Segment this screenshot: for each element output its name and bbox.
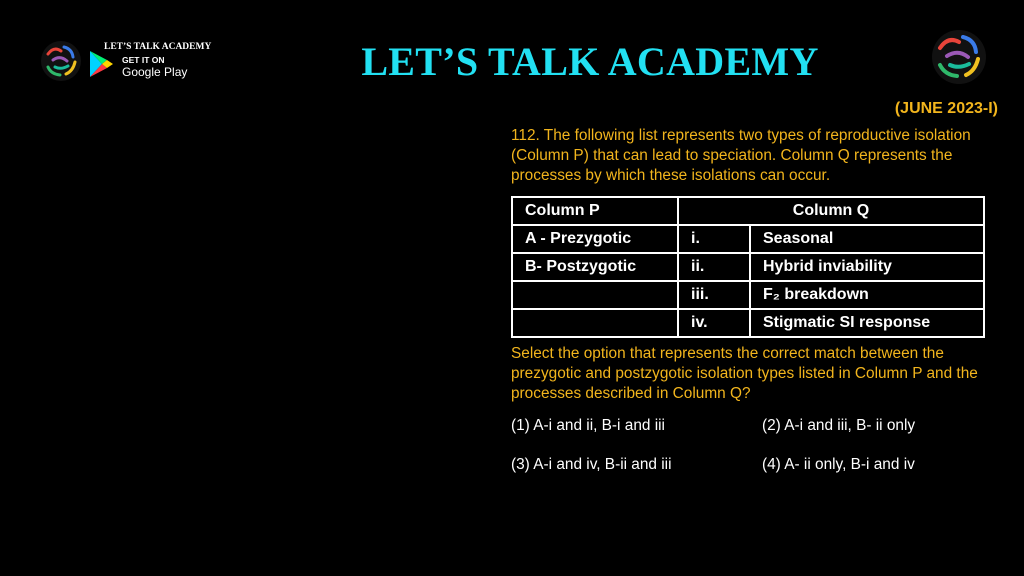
answer-option-3: (3) A-i and iv, B-ii and iii (511, 456, 672, 473)
answer-option-1: (1) A-i and ii, B-i and iii (511, 417, 665, 434)
process-cell: Seasonal (750, 225, 984, 253)
table-row (512, 281, 984, 309)
table-row (512, 309, 984, 337)
table-row (512, 253, 984, 281)
column-p-header: Column P (512, 197, 678, 225)
answer-option-2: (2) A-i and iii, B- ii only (762, 417, 916, 434)
question-text: 112. The following list represents two types of reproductive isolation (Column P) that can lead to speciation. Column Q represents the processes by which these isolations can occur. (511, 127, 971, 184)
badge-get-it-on: GET IT ON (122, 55, 165, 65)
column-p-cell: A - Prezygotic (512, 225, 678, 253)
instruction-text: Select the option that represents the correct match between the prezygotic and postzygotic isolation types listed in Column P and the processes described in Column Q? (511, 345, 978, 402)
column-p-cell (512, 281, 678, 309)
process-number-cell: iv. (678, 309, 750, 337)
table-header-row (512, 197, 984, 225)
column-p-cell: B- Postzygotic (512, 253, 678, 281)
badge-brand-name: LET’S TALK ACADEMY (104, 42, 212, 52)
column-q-header: Column Q (678, 197, 984, 225)
match-table (511, 196, 985, 338)
process-cell: Stigmatic SI response (750, 309, 984, 337)
process-cell: Hybrid inviability (750, 253, 984, 281)
process-number-cell: ii. (678, 253, 750, 281)
academy-logo-icon (930, 28, 988, 86)
table-row (512, 225, 984, 253)
process-number-cell: iii. (678, 281, 750, 309)
exam-tag: (JUNE 2023-I) (894, 100, 998, 117)
badge-store-name: Google Play (122, 65, 188, 79)
page-title: LET’S TALK ACADEMY (361, 39, 819, 84)
column-p-cell (512, 309, 678, 337)
answer-option-4: (4) A- ii only, B-i and iv (762, 456, 915, 473)
process-cell: F₂ breakdown (750, 281, 984, 309)
process-number-cell: i. (678, 225, 750, 253)
